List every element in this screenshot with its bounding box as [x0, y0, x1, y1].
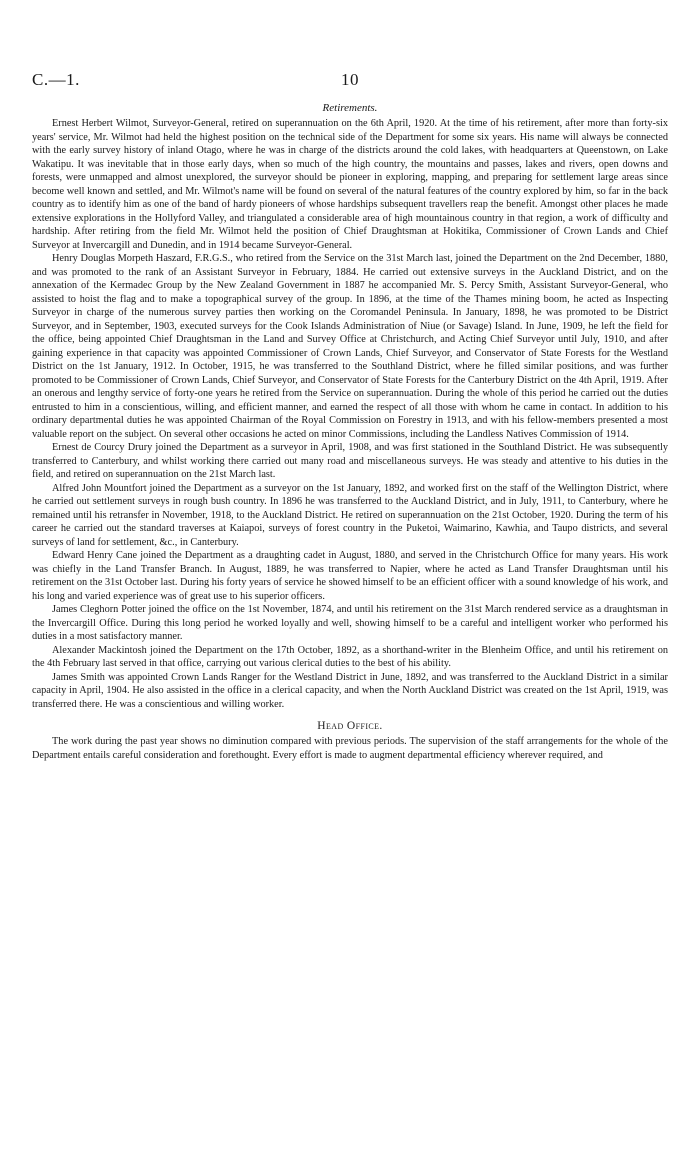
- paragraph-wilmot: Ernest Herbert Wilmot, Surveyor-General, retired on superannuation on the 6th April, 1920. At the time of his retirement, after more than forty-six years' service, Mr. Wilmot had held the highest position on the technical side of the Department for some six years. His name will always be connected with the early survey history of inland Otago, where he was in charge of the districts around the cold lakes, with headquarters at Queenstown, on Lake Wakatipu. It was inevitable that in those early days, when so much of the high country, the mountains and passes, lakes and rivers, open downs and forests, were unmapped and almost unexplored, the surveyor should be pioneer in exploring, mapping, and preparing for settlement large areas since become well known and settled, and Mr. Wilmot's name will be found on several of the natural features of the country explored by him, so far in the back country as to identify him as one of the band of hardy pioneers of whose hardships subsequent travellers reap the benefit. Amongst other places he made extensive explorations in the Hollyford Valley, and triangulated a considerable area of high mountainous country in that region, a work of difficulty and hardship. After retiring from the field Mr. Wilmot held the position of Chief Draughtsman at Hokitika, Commissioner of Crown Lands and Chief Surveyor at Invercargill and Dunedin, and in 1914 became Surveyor-General.: [32, 118, 668, 251]
- paragraph-haszard: Henry Douglas Morpeth Haszard, F.R.G.S., who retired from the Service on the 31st March last, joined the Department on the 2nd December, 1880, and was promoted to the rank of an Assistant Surveyor in February, 1884. He carried out extensive surveys in the Auckland District, and on the annexation of the Kermadec Group by the New Zealand Government in 1887 he accompanied Mr. S. Percy Smith, Assistant Surveyor-General, who assisted to hoist the flag and to make a topographical survey of the group. In 1896, at the time of the Thames mining boom, he acted as Inspecting Surveyor in charge of the numerous survey parties then working on the Coromandel Peninsula. In January, 1898, he was promoted to be District Surveyor, and in September, 1903, executed surveys for the Cook Islands Administration of Niue (or Savage) Island. In June, 1909, he left the field for the office, being appointed Chief Draughtsman in the Land and Survey Office at Christchurch, and Acting Chief Surveyor until July, 1910, and after gaining experience in that capacity was appointed Commissioner of Crown Lands, Chief Surveyor, and Conservator of State Forests for the Westland District on the 1st January, 1912. In October, 1915, he was transferred to the Southland District, where he filled similar positions, and was further promoted to be Commissioner of Crown Lands, Chief Surveyor, and Conservator of State Forests for the Canterbury District on the 4th April, 1919. After an onerous and lengthy service of forty-one years he retired from the Service on superannuation. During the whole of this period he carried out the duties entrusted to him in a conscientious, willing, and efficient manner, and earned the respect of all those with whom he came in contact. In addition to his ordinary departmental duties he was appointed Chairman of the Royal Commission on Forestry in 1913, and with his fellow-members presented a most valuable report on the subject. On several other occasions he acted on minor Commissions, including the Landless Natives Commission of 1914.: [32, 253, 668, 440]
- parliamentary-paper-ref: C.—1.: [32, 70, 80, 89]
- page-number: 10: [341, 70, 359, 89]
- page-header: [32, 70, 668, 94]
- paragraph-mountfort: Alfred John Mountfort joined the Department as a surveyor on the 1st January, 1892, and worked first on the staff of the Wellington District, where he carried out settlement surveys in rough bush country. In 1896 he was transferred to the Auckland District, and in July, 1911, to Canterbury, where he remained until his retransfer in November, 1918, to the Auckland District. He retired on superannuation on the 21st October, 1920. During the term of his career he carried out the standard traverses at Kaiapoi, surveys of forest country in the Puketoi, Waimarino, Kawhia, and Taupo districts, and several surveys of land for settlement, &c., in Canterbury.: [32, 482, 668, 548]
- paragraph-mackintosh: Alexander Mackintosh joined the Department on the 17th October, 1892, as a shorthand-writer in the Blenheim Office, and until his retirement on the 4th February last served in that office, carrying out various clerical duties to the best of his ability.: [32, 644, 668, 669]
- paragraph-smith: James Smith was appointed Crown Lands Ranger for the Westland District in June, 1892, and was transferred to the Auckland District in a similar capacity in April, 1904. He also assisted in the office in a clerical capacity, and when the North Auckland District was created on the 1st April, 1919, was transferred there. He was a conscientious and willing worker.: [32, 671, 668, 710]
- paragraph-cane: Edward Henry Cane joined the Department as a draughting cadet in August, 1880, and served in the Christchurch Office for many years. His work was chiefly in the Land Transfer Branch. In August, 1889, he was transferred to Napier, where he acted as Land Transfer Draughtsman until his retirement on the 31st October last. During his forty years of service he showed himself to be an efficient officer with a sound knowledge of his work, and his long and varied experience was of great use to his superior officers.: [32, 550, 668, 602]
- paragraph-potter: James Cleghorn Potter joined the office on the 1st November, 1874, and until his retirement on the 31st March rendered service as a draughtsman in the Invercargill Office. During this long period he worked loyally and well, showing himself to be a careful and intelligent worker who performed his duties in a most satisfactory manner.: [32, 604, 668, 642]
- section-title-head-office: Head Office.: [317, 720, 383, 732]
- paragraph-head-office: The work during the past year shows no diminution compared with previous periods. The supervision of the staff arrangements for the whole of the Department entails careful consideration and forethought. Every effort is made to augment departmental efficiency wherever required, and: [32, 736, 668, 761]
- section-title-retirements: Retirements.: [322, 102, 378, 114]
- paragraph-drury: Ernest de Courcy Drury joined the Department as a surveyor in April, 1908, and was first stationed in the Southland District. He was subsequently transferred to Canterbury, and whilst working there carried out many road and miscellaneous surveys. He was steady and attentive to his duties in the field, and retired on superannuation on the 21st March last.: [32, 442, 668, 480]
